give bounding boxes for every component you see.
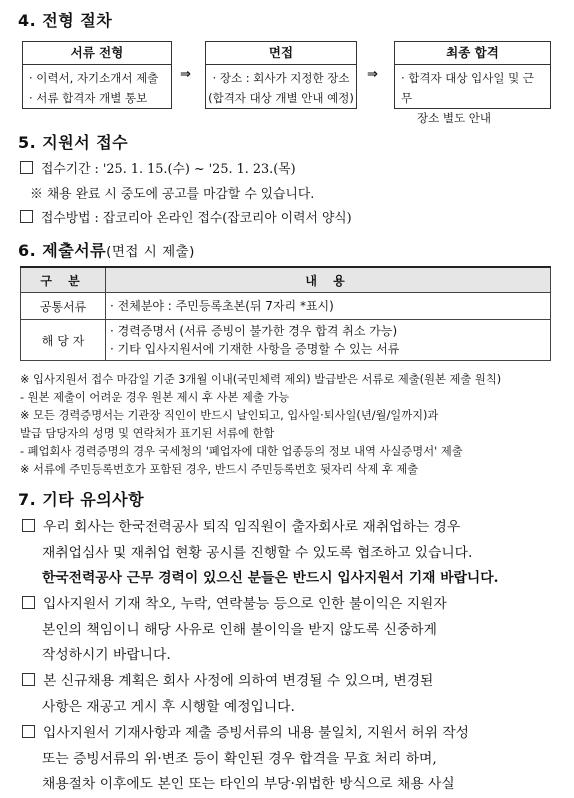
table-header-row	[21, 267, 551, 293]
doc-note: 발급 담당자의 성명 및 연락처가 표기된 서류에 한함	[20, 427, 275, 440]
notice-line: 본 신규채용 계획은 회사 사정에 의하여 변경될 수 있으며, 변경된	[43, 673, 434, 689]
notice-line: 사항은 재공고 게시 후 시행할 예정입니다.	[42, 699, 295, 715]
process-step-final-pass	[394, 41, 551, 125]
section-title-notices: 7. 기타 유의사항	[18, 490, 145, 509]
documents-table	[20, 266, 551, 361]
process-step-title: 서류 전형	[23, 42, 171, 65]
process-step-line: 장소 별도 안내	[417, 111, 491, 125]
process-step-interview	[205, 41, 357, 109]
notice-item	[22, 515, 460, 535]
notice-item	[22, 592, 447, 612]
checkbox-icon	[22, 725, 35, 738]
notice-line: 또는 증빙서류의 위·변조 등이 확인된 경우 합격을 무효 처리 하며,	[42, 751, 437, 767]
notice-item	[22, 669, 433, 689]
process-step-line: · 서류 합격자 개별 통보	[29, 91, 148, 105]
table-cell-content	[106, 293, 551, 320]
doc-note: ※ 서류에 주민등록번호가 포함된 경우, 반드시 주민등록번호 뒷자리 삭제 후 제출	[20, 463, 419, 476]
section-title-text: 6. 제출서류	[18, 241, 107, 260]
process-step-line: · 이력서, 자기소개서 제출	[29, 71, 159, 85]
checkbox-icon	[22, 519, 35, 532]
checkbox-icon	[20, 210, 33, 223]
section-title-documents	[18, 238, 195, 261]
table-row	[21, 293, 551, 320]
notice-line: 본인의 책임이니 해당 사유로 인해 불이익을 받지 않도록 신중하게	[42, 622, 437, 638]
table-header-category: 구 분	[21, 267, 106, 293]
checkbox-icon	[22, 596, 35, 609]
application-method-text: 접수방법 : 잡코리아 온라인 접수(잡코리아 이력서 양식)	[41, 211, 352, 226]
table-cell-category: 해 당 자	[21, 320, 106, 361]
doc-note: ※ 입사지원서 접수 마감일 기준 3개월 이내(국민체력 제외) 발급받은 서류로 제출(원본 제출 원칙)	[20, 373, 502, 386]
notice-line: 작성하시기 바랍니다.	[42, 647, 171, 663]
notice-line: 재취업심사 및 재취업 현황 공시를 진행할 수 있도록 협조하고 있습니다.	[42, 545, 473, 561]
notice-emphasis: 한국전력공사 근무 경력이 있으신 분들은 반드시 입사지원서 기재 바랍니다.	[42, 570, 499, 586]
doc-note: ※ 모든 경력증명서는 기관장 직인이 반드시 날인되고, 입사일·퇴사일(년/월/일까지)과	[20, 409, 439, 422]
table-row	[21, 320, 551, 361]
notice-line: 입사지원서 기재 착오, 누락, 연락불능 등으로 인한 불이익은 지원자	[43, 596, 447, 612]
application-period	[20, 158, 296, 177]
section-title-process: 4. 전형 절차	[18, 11, 113, 30]
section-title-application: 5. 지원서 접수	[18, 133, 129, 152]
process-step-line: (합격자 대상 개별 안내 예정)	[208, 91, 354, 105]
process-step-title: 최종 합격	[395, 42, 550, 65]
doc-note: - 원본 제출이 어려운 경우 원본 제시 후 사본 제출 가능	[20, 391, 290, 404]
table-cell-item: · 기타 입사지원서에 기재한 사항을 증명할 수 있는 서류	[110, 342, 400, 356]
doc-note: - 폐업회사 경력증명의 경우 국세청의 '폐업자에 대한 업종등의 정보 내역 사실증명서' 제출	[20, 445, 463, 458]
section-subtitle: (면접 시 제출)	[106, 244, 195, 260]
table-header-content: 내 용	[106, 267, 551, 293]
process-step-title: 면접	[206, 42, 356, 65]
checkbox-icon	[20, 161, 33, 174]
table-cell-category: 공통서류	[21, 293, 106, 320]
process-step-line: · 합격자 대상 입사일 및 근무	[401, 71, 535, 105]
application-note: ※ 채용 완료 시 중도에 공고를 마감할 수 있습니다.	[30, 187, 315, 202]
notice-line: 채용절차 이후에도 본인 또는 타인의 부당·위법한 방식으로 채용 사실	[42, 776, 455, 792]
process-step-line: · 장소 : 회사가 지정한 장소	[212, 71, 350, 85]
process-arrow: ⇒	[180, 67, 191, 82]
table-cell-item: · 경력증명서 (서류 증빙이 불가한 경우 합격 취소 가능)	[110, 324, 398, 338]
notice-line: 입사지원서 기재사항과 제출 증빙서류의 내용 불일치, 지원서 허위 작성	[43, 725, 469, 741]
application-method	[20, 207, 352, 226]
notice-item	[22, 721, 469, 741]
application-period-text: 접수기간 : '25. 1. 15.(수) ~ '25. 1. 23.(목)	[41, 162, 296, 177]
process-step-document-screening	[22, 41, 172, 109]
notice-line: 우리 회사는 한국전력공사 퇴직 임직원이 출자회사로 재취업하는 경우	[43, 519, 461, 535]
table-cell-content	[106, 320, 551, 361]
checkbox-icon	[22, 673, 35, 686]
table-cell-item: · 전체분야 : 주민등록초본(뒤 7자리 *표시)	[110, 299, 334, 313]
process-arrow: ⇒	[367, 67, 378, 82]
